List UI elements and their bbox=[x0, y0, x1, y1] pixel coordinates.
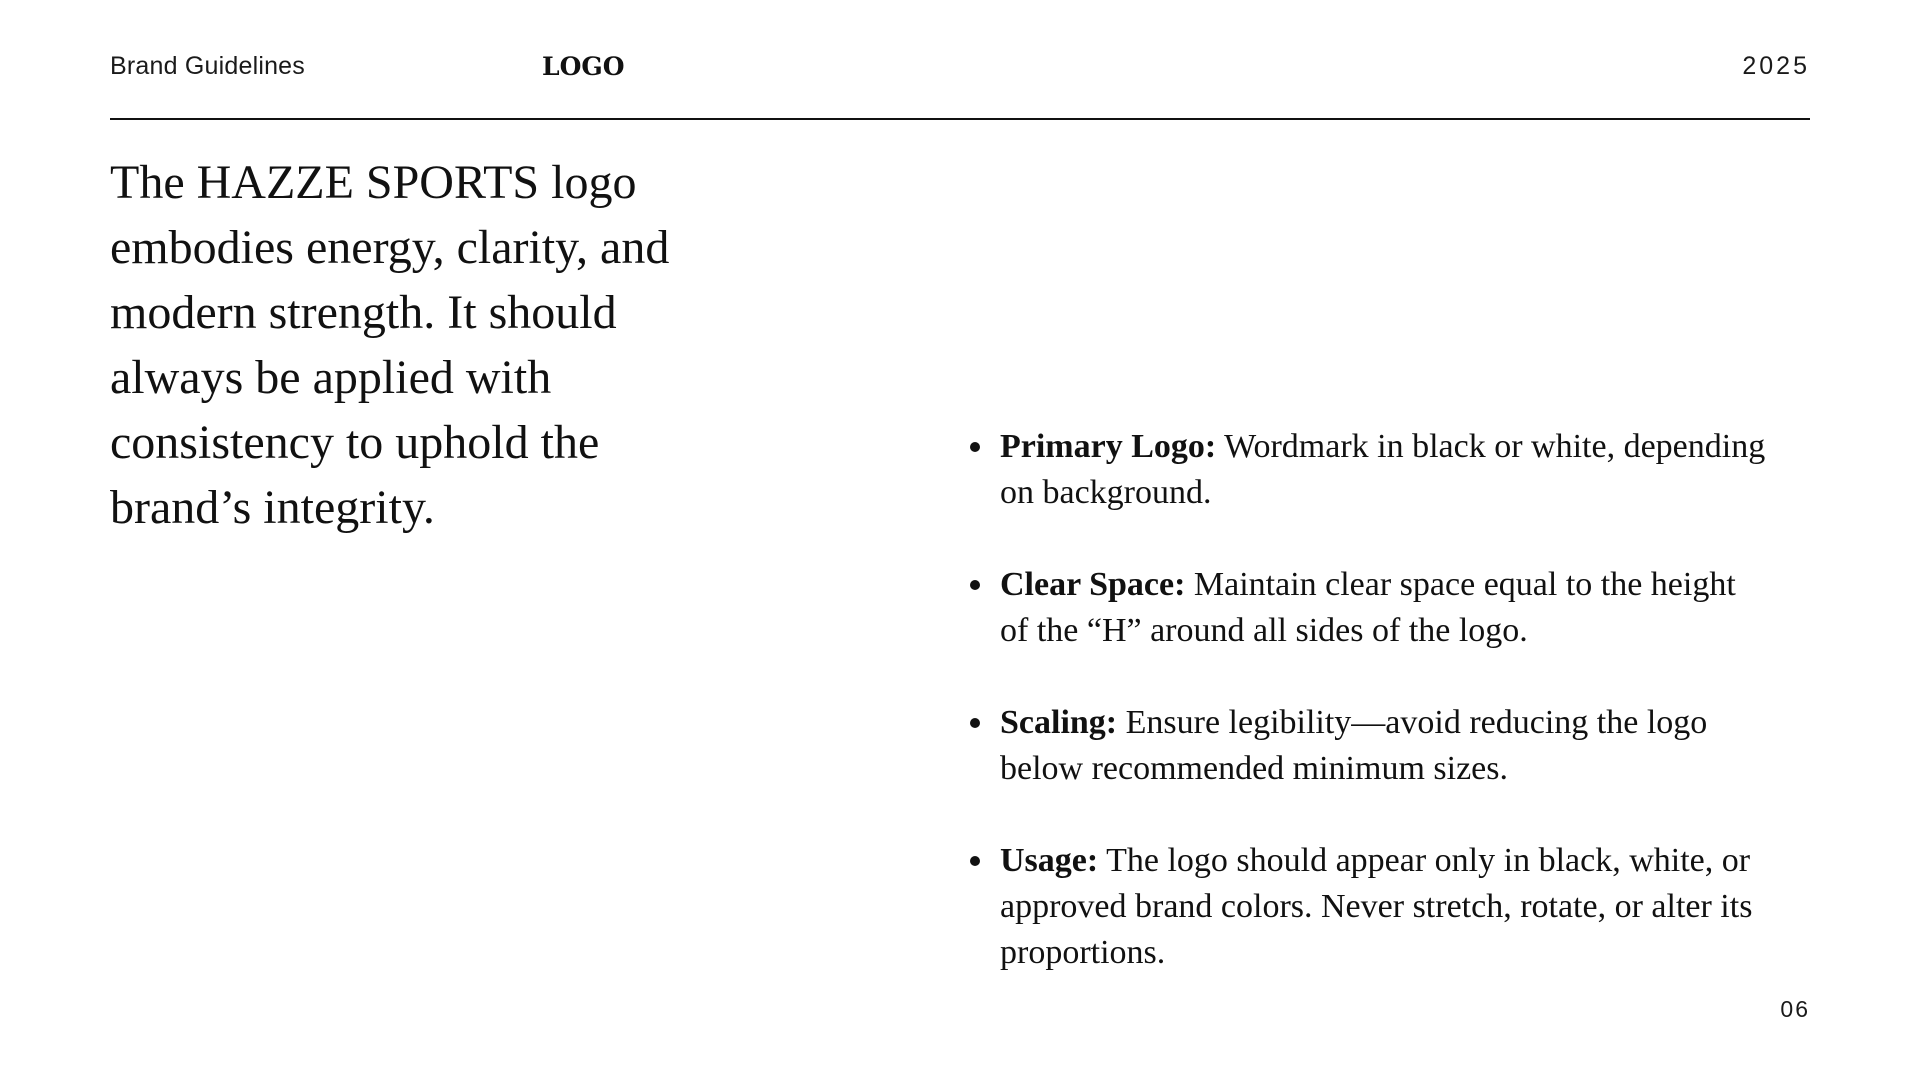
bullet-term: Usage: bbox=[1000, 842, 1099, 879]
intro-paragraph: The HAZZE SPORTS logo embodies energy, clarity, and modern strength. It should always be applied with consistency to uphold the brand’s integrity. bbox=[110, 156, 670, 534]
list-item-primary-logo bbox=[968, 424, 1768, 516]
page-number: 06 bbox=[1780, 996, 1810, 1022]
section-title: LOGO bbox=[542, 52, 625, 81]
guideline-list bbox=[968, 424, 1768, 1022]
page-header bbox=[110, 52, 1810, 82]
bullet-icon bbox=[970, 580, 980, 590]
bullet-icon bbox=[970, 442, 980, 452]
bullet-icon bbox=[970, 718, 980, 728]
list-item-usage bbox=[968, 838, 1768, 976]
year-label: 2025 bbox=[1742, 52, 1810, 80]
bullet-term: Primary Logo: bbox=[1000, 428, 1217, 465]
list-item-scaling bbox=[968, 700, 1768, 792]
document-label: Brand Guidelines bbox=[110, 52, 305, 80]
list-item-clear-space bbox=[968, 562, 1768, 654]
bullet-term: Clear Space: bbox=[1000, 566, 1186, 603]
bullet-text: Maintain clear space equal to the height of the “H” around all sides of the logo. bbox=[1000, 566, 1736, 649]
bullet-text: Wordmark in black or white, depending on background. bbox=[1000, 428, 1766, 511]
header-divider bbox=[110, 118, 1810, 120]
bullet-text: Ensure legibility—avoid reducing the logo below recommended minimum sizes. bbox=[1000, 704, 1708, 787]
bullet-term: Scaling: bbox=[1000, 704, 1118, 741]
bullet-text: The logo should appear only in black, white, or approved brand colors. Never stretch, rotate, or alter its proportions. bbox=[1000, 842, 1753, 971]
bullet-icon bbox=[970, 856, 980, 866]
